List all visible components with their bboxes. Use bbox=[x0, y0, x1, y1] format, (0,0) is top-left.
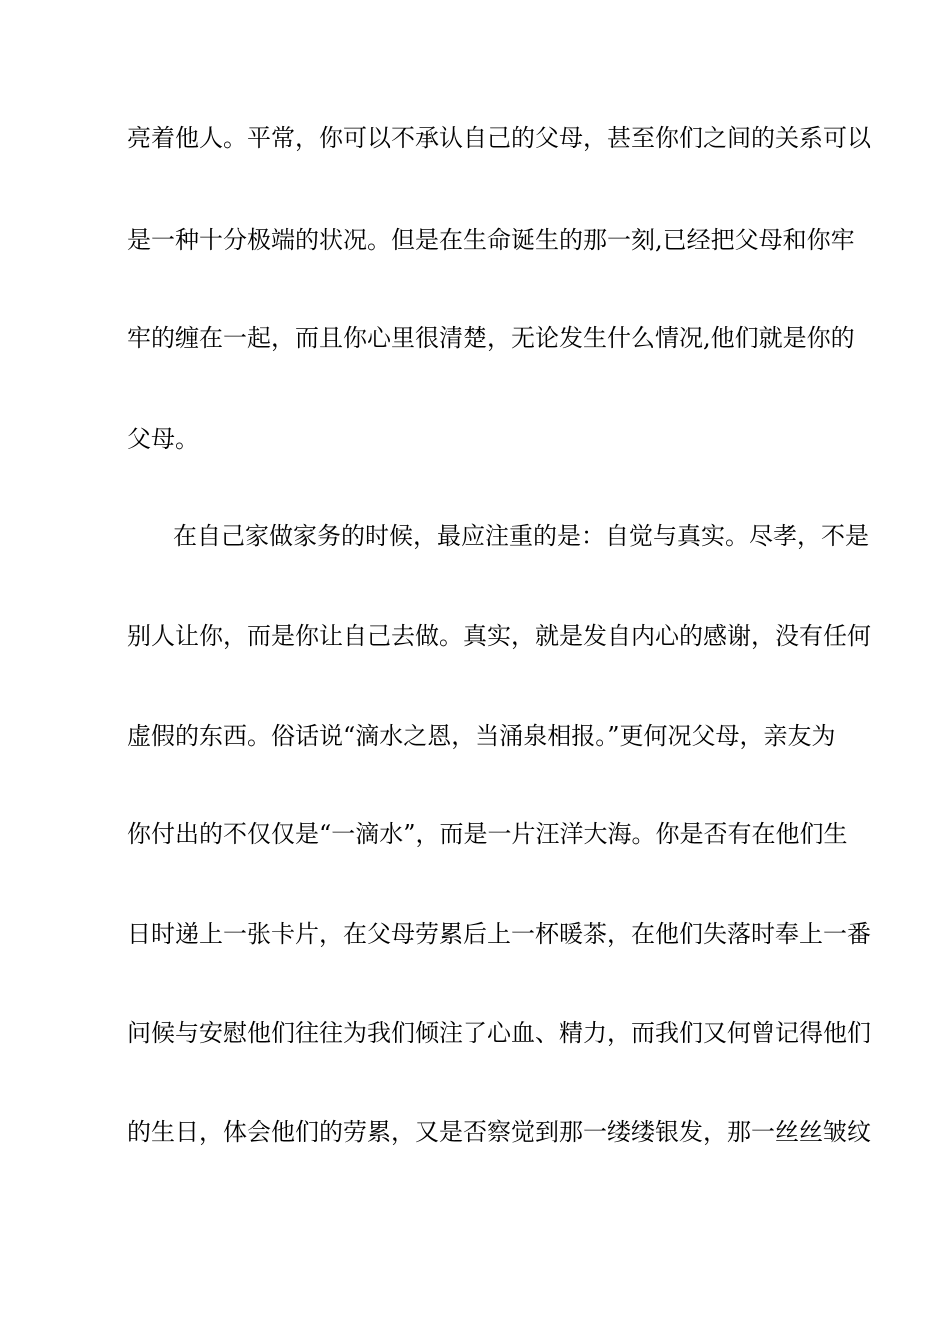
text-line: 你付出的不仅仅是“一滴水”，而是一片汪洋大海。你是否有在他们生 bbox=[127, 820, 848, 848]
text-line: 牢的缠在一起，而且你心里很清楚，无论发生什么情况,他们就是你的 bbox=[127, 324, 855, 352]
text-line: 虚假的东西。俗话说“滴水之恩，当涌泉相报。”更何况父母，亲友为 bbox=[127, 722, 836, 750]
text-line: 别人让你，而是你让自己去做。真实，就是发自内心的感谢，没有任何 bbox=[127, 622, 871, 650]
text-line: 父母。 bbox=[127, 425, 199, 453]
text-line: 亮着他人。平常，你可以不承认自己的父母，甚至你们之间的关系可以 bbox=[127, 124, 871, 152]
text-line: 的生日，体会他们的劳累，又是否察觉到那一缕缕银发，那一丝丝皱纹 bbox=[127, 1118, 871, 1146]
text-line: 日时递上一张卡片，在父母劳累后上一杯暖茶，在他们失落时奉上一番 bbox=[127, 920, 871, 948]
text-line: 问候与安慰他们往往为我们倾注了心血、精力，而我们又何曾记得他们 bbox=[127, 1019, 871, 1047]
text-line: 是一种十分极端的状况。但是在生命诞生的那一刻,已经把父母和你牢 bbox=[127, 226, 855, 254]
text-line-indented: 在自己家做家务的时候，最应注重的是：自觉与真实。尽孝，不是 bbox=[173, 522, 869, 550]
